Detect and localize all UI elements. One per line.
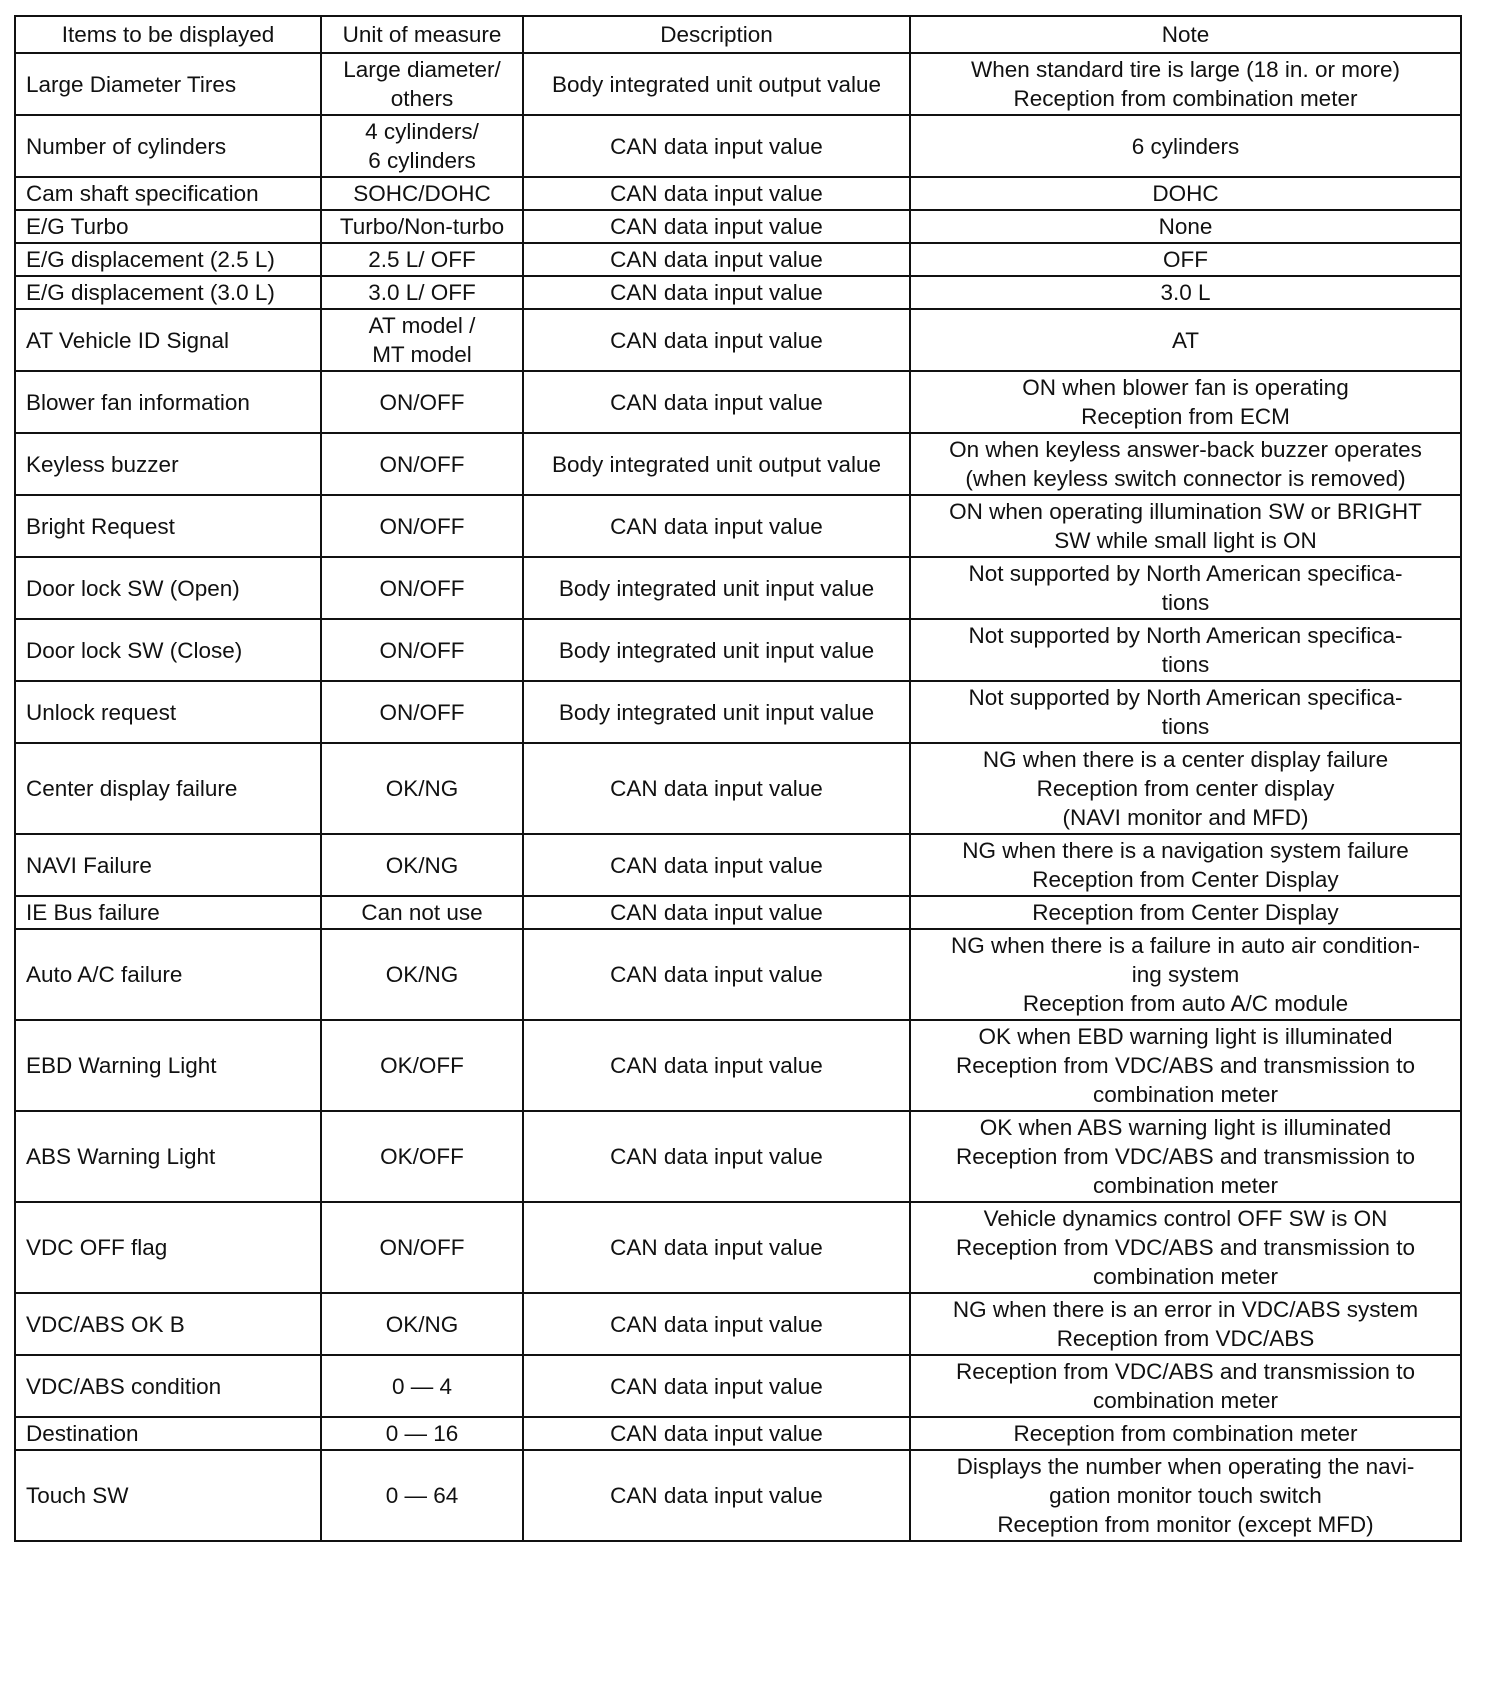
header-row <box>15 16 1461 53</box>
description-cell: CAN data input value <box>523 1417 910 1450</box>
table-row <box>15 929 1461 1020</box>
item-cell: Touch SW <box>15 1450 321 1541</box>
header-description: Description <box>523 16 910 53</box>
table-row <box>15 243 1461 276</box>
note-cell: 3.0 L <box>910 276 1461 309</box>
description-cell: CAN data input value <box>523 243 910 276</box>
note-cell: NG when there is an error in VDC/ABS system Reception from VDC/ABS <box>910 1293 1461 1355</box>
note-cell: NG when there is a failure in auto air condition- ing system Reception from auto A/C module <box>910 929 1461 1020</box>
table-row <box>15 1111 1461 1202</box>
unit-cell: Can not use <box>321 896 523 929</box>
note-cell: Not supported by North American specifica- tions <box>910 681 1461 743</box>
table-row <box>15 619 1461 681</box>
table-row <box>15 1450 1461 1541</box>
description-cell: Body integrated unit input value <box>523 619 910 681</box>
table-row <box>15 1293 1461 1355</box>
note-cell: Not supported by North American specifica- tions <box>910 619 1461 681</box>
unit-cell: OK/OFF <box>321 1020 523 1111</box>
description-cell: CAN data input value <box>523 276 910 309</box>
note-cell: Displays the number when operating the navi- gation monitor touch switch Reception from monitor (except MFD) <box>910 1450 1461 1541</box>
description-cell: Body integrated unit output value <box>523 433 910 495</box>
item-cell: VDC OFF flag <box>15 1202 321 1293</box>
description-cell: CAN data input value <box>523 1355 910 1417</box>
description-cell: CAN data input value <box>523 896 910 929</box>
table-row <box>15 53 1461 115</box>
header-items: Items to be displayed <box>15 16 321 53</box>
unit-cell: Large diameter/ others <box>321 53 523 115</box>
item-cell: Large Diameter Tires <box>15 53 321 115</box>
table-row <box>15 177 1461 210</box>
description-cell: CAN data input value <box>523 743 910 834</box>
table-row <box>15 115 1461 177</box>
table-row <box>15 1355 1461 1417</box>
description-cell: Body integrated unit input value <box>523 557 910 619</box>
note-cell: NG when there is a center display failure Reception from center display (NAVI monitor and MFD) <box>910 743 1461 834</box>
note-cell: Vehicle dynamics control OFF SW is ON Reception from VDC/ABS and transmission to combination meter <box>910 1202 1461 1293</box>
description-cell: CAN data input value <box>523 1450 910 1541</box>
note-cell: Reception from VDC/ABS and transmission to combination meter <box>910 1355 1461 1417</box>
table-row <box>15 743 1461 834</box>
note-cell: None <box>910 210 1461 243</box>
item-cell: NAVI Failure <box>15 834 321 896</box>
item-cell: Door lock SW (Open) <box>15 557 321 619</box>
note-cell: AT <box>910 309 1461 371</box>
item-cell: ABS Warning Light <box>15 1111 321 1202</box>
unit-cell: ON/OFF <box>321 495 523 557</box>
item-cell: Keyless buzzer <box>15 433 321 495</box>
item-cell: Unlock request <box>15 681 321 743</box>
note-cell: OK when ABS warning light is illuminated Reception from VDC/ABS and transmission to combination meter <box>910 1111 1461 1202</box>
item-cell: Number of cylinders <box>15 115 321 177</box>
data-monitor-table <box>14 15 1462 1542</box>
description-cell: CAN data input value <box>523 177 910 210</box>
unit-cell: ON/OFF <box>321 1202 523 1293</box>
unit-cell: OK/NG <box>321 834 523 896</box>
header-unit: Unit of measure <box>321 16 523 53</box>
description-cell: CAN data input value <box>523 929 910 1020</box>
unit-cell: 3.0 L/ OFF <box>321 276 523 309</box>
table-row <box>15 1020 1461 1111</box>
item-cell: E/G Turbo <box>15 210 321 243</box>
note-cell: Reception from combination meter <box>910 1417 1461 1450</box>
note-cell: DOHC <box>910 177 1461 210</box>
item-cell: Door lock SW (Close) <box>15 619 321 681</box>
table-row <box>15 1417 1461 1450</box>
description-cell: Body integrated unit output value <box>523 53 910 115</box>
unit-cell: AT model / MT model <box>321 309 523 371</box>
table-row <box>15 309 1461 371</box>
item-cell: Auto A/C failure <box>15 929 321 1020</box>
description-cell: CAN data input value <box>523 1020 910 1111</box>
note-cell: Not supported by North American specifica- tions <box>910 557 1461 619</box>
item-cell: Bright Request <box>15 495 321 557</box>
note-cell: When standard tire is large (18 in. or more) Reception from combination meter <box>910 53 1461 115</box>
unit-cell: SOHC/DOHC <box>321 177 523 210</box>
table-row <box>15 681 1461 743</box>
table-row <box>15 210 1461 243</box>
note-cell: OFF <box>910 243 1461 276</box>
description-cell: CAN data input value <box>523 309 910 371</box>
note-cell: On when keyless answer-back buzzer operates (when keyless switch connector is removed) <box>910 433 1461 495</box>
description-cell: CAN data input value <box>523 115 910 177</box>
item-cell: E/G displacement (3.0 L) <box>15 276 321 309</box>
note-cell: ON when blower fan is operating Reception from ECM <box>910 371 1461 433</box>
unit-cell: 4 cylinders/ 6 cylinders <box>321 115 523 177</box>
table-row <box>15 1202 1461 1293</box>
item-cell: VDC/ABS condition <box>15 1355 321 1417</box>
note-cell: OK when EBD warning light is illuminated Reception from VDC/ABS and transmission to combination meter <box>910 1020 1461 1111</box>
table-row <box>15 276 1461 309</box>
description-cell: CAN data input value <box>523 834 910 896</box>
unit-cell: 0 — 4 <box>321 1355 523 1417</box>
unit-cell: Turbo/Non-turbo <box>321 210 523 243</box>
item-cell: E/G displacement (2.5 L) <box>15 243 321 276</box>
unit-cell: ON/OFF <box>321 681 523 743</box>
note-cell: NG when there is a navigation system failure Reception from Center Display <box>910 834 1461 896</box>
description-cell: Body integrated unit input value <box>523 681 910 743</box>
unit-cell: OK/NG <box>321 929 523 1020</box>
unit-cell: ON/OFF <box>321 371 523 433</box>
item-cell: Blower fan information <box>15 371 321 433</box>
description-cell: CAN data input value <box>523 210 910 243</box>
unit-cell: ON/OFF <box>321 433 523 495</box>
item-cell: VDC/ABS OK B <box>15 1293 321 1355</box>
item-cell: IE Bus failure <box>15 896 321 929</box>
table-row <box>15 433 1461 495</box>
unit-cell: 2.5 L/ OFF <box>321 243 523 276</box>
table-row <box>15 557 1461 619</box>
unit-cell: 0 — 16 <box>321 1417 523 1450</box>
table-row <box>15 834 1461 896</box>
unit-cell: OK/NG <box>321 1293 523 1355</box>
note-cell: Reception from Center Display <box>910 896 1461 929</box>
description-cell: CAN data input value <box>523 371 910 433</box>
description-cell: CAN data input value <box>523 495 910 557</box>
description-cell: CAN data input value <box>523 1111 910 1202</box>
unit-cell: ON/OFF <box>321 557 523 619</box>
item-cell: AT Vehicle ID Signal <box>15 309 321 371</box>
note-cell: ON when operating illumination SW or BRIGHT SW while small light is ON <box>910 495 1461 557</box>
note-cell: 6 cylinders <box>910 115 1461 177</box>
table-body <box>15 53 1461 1541</box>
item-cell: Cam shaft specification <box>15 177 321 210</box>
item-cell: Destination <box>15 1417 321 1450</box>
table-row <box>15 371 1461 433</box>
description-cell: CAN data input value <box>523 1202 910 1293</box>
unit-cell: ON/OFF <box>321 619 523 681</box>
table-row <box>15 896 1461 929</box>
description-cell: CAN data input value <box>523 1293 910 1355</box>
unit-cell: OK/NG <box>321 743 523 834</box>
header-note: Note <box>910 16 1461 53</box>
unit-cell: OK/OFF <box>321 1111 523 1202</box>
table-row <box>15 495 1461 557</box>
item-cell: EBD Warning Light <box>15 1020 321 1111</box>
item-cell: Center display failure <box>15 743 321 834</box>
unit-cell: 0 — 64 <box>321 1450 523 1541</box>
